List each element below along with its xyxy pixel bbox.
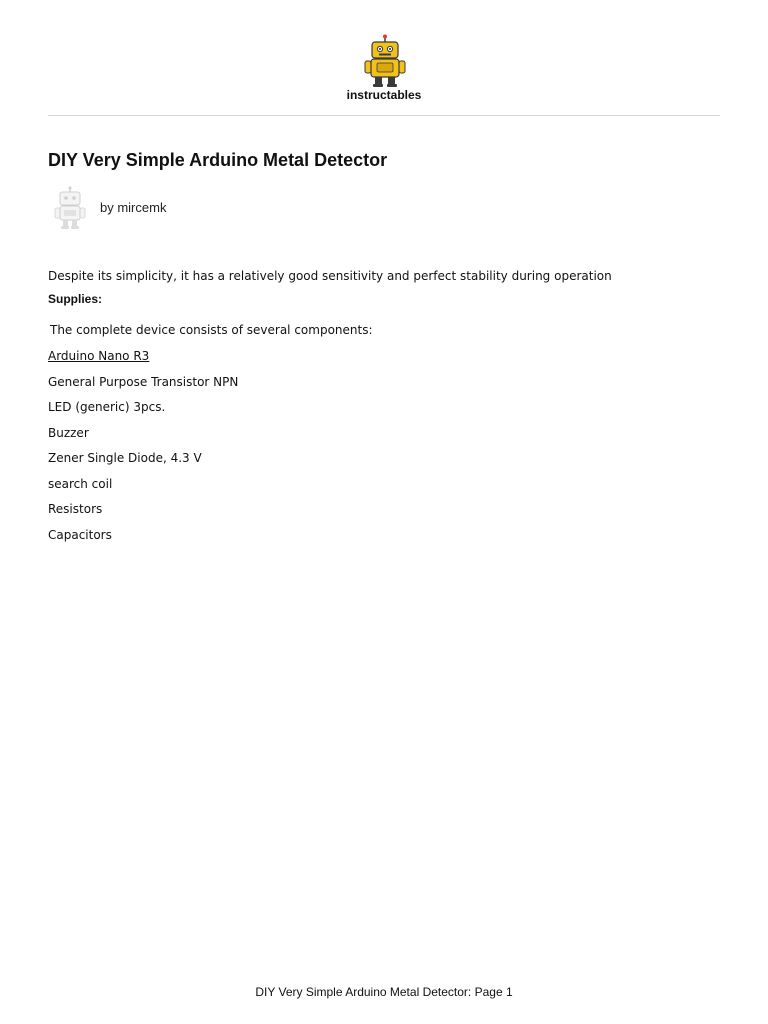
list-item: General Purpose Transistor NPN (48, 374, 239, 389)
list-item: search coil (48, 476, 113, 491)
components-intro: The complete device consists of several components: (50, 323, 373, 337)
page-footer: DIY Very Simple Arduino Metal Detector: Page 1 (255, 985, 513, 999)
supplies-heading: Supplies: (48, 292, 103, 306)
robot-avatar-icon[interactable] (52, 186, 88, 230)
list-item: LED (generic) 3pcs. (48, 400, 166, 414)
author-byline[interactable]: by mircemk (100, 200, 167, 215)
page-title: DIY Very Simple Arduino Metal Detector (48, 150, 388, 170)
list-item: Buzzer (48, 425, 89, 440)
supply-list (48, 348, 238, 552)
header-divider (48, 115, 720, 116)
list-item[interactable] (48, 348, 238, 374)
brand-name[interactable]: instructables (346, 88, 422, 102)
supply-link-arduino-nano[interactable]: Arduino Nano R3 (48, 349, 150, 363)
intro-paragraph: Despite its simplicity, it has a relatively good sensitivity and perfect stability during operation (48, 269, 612, 283)
instructables-robot-logo-icon[interactable] (362, 34, 408, 88)
list-item: Resistors (48, 502, 103, 516)
list-item: Capacitors (48, 527, 112, 542)
list-item: Zener Single Diode, 4.3 V (48, 451, 202, 465)
page-header (0, 0, 768, 116)
